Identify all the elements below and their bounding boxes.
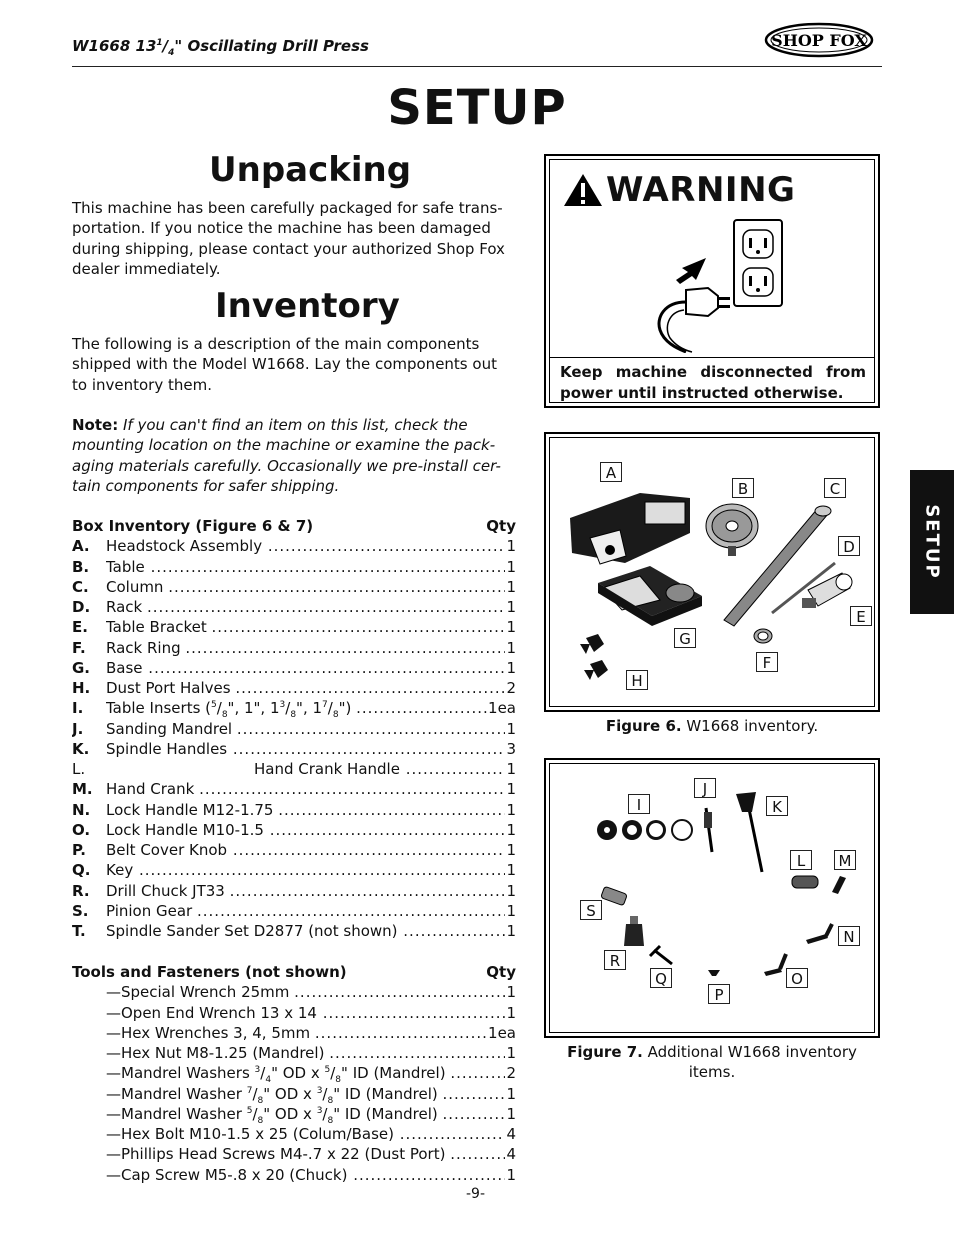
warning-box bbox=[544, 154, 880, 408]
document-header-title: W1668 $13^1/_4$" Oscillating Drill Press bbox=[72, 37, 369, 58]
key-icon bbox=[650, 946, 672, 964]
unpacking-line: This machine has been carefully packaged for safe trans- bbox=[72, 199, 503, 217]
figure-label: P bbox=[708, 984, 730, 1004]
figure-6-frame bbox=[549, 437, 875, 707]
figure-label: S bbox=[580, 900, 602, 920]
figure-6-caption: Figure 6. W1668 inventory. bbox=[605, 717, 819, 735]
side-tab-label: SETUP bbox=[921, 504, 943, 580]
section-side-tab bbox=[910, 470, 954, 614]
headstock-icon bbox=[570, 493, 690, 564]
tools-list bbox=[72, 962, 516, 1185]
list-item: M. Hand Crank ..... 1 bbox=[72, 779, 516, 799]
figure-label: D bbox=[838, 536, 860, 556]
unpacking-line: dealer immediately. bbox=[72, 259, 221, 278]
inventory-note bbox=[72, 415, 522, 496]
figure-7 bbox=[544, 758, 880, 1038]
list-item: R. Drill Chuck JT33 ..... 1 bbox=[72, 881, 516, 901]
figure-label: N bbox=[838, 926, 860, 946]
tools-heading: Tools and Fasteners (not shown) bbox=[72, 963, 347, 981]
warning-text: Keep machine disconnected from power until instructed otherwise. bbox=[560, 363, 866, 402]
figure-label: A bbox=[600, 462, 622, 482]
figure-label: I bbox=[628, 794, 650, 814]
list-item: —Hex Nut M8-1.25 (Mandrel) ..... 1 bbox=[72, 1043, 516, 1063]
list-item: —Open End Wrench 13 x 14 ..... 1 bbox=[72, 1003, 516, 1023]
list-item: B. Table ..... 1 bbox=[72, 557, 516, 577]
note-label: Note: bbox=[72, 416, 119, 434]
inventory-heading: Inventory bbox=[215, 286, 400, 326]
inventory-line: The following is a description of the main components bbox=[72, 335, 480, 353]
spindle-handle-icon bbox=[736, 792, 762, 872]
list-item: L. Hand Crank Handle ..... 1 bbox=[72, 759, 516, 779]
list-item: E. Table Bracket ..... 1 bbox=[72, 617, 516, 637]
list-item: H. Dust Port Halves ..... 2 bbox=[72, 678, 516, 698]
page-number: -9- bbox=[466, 1186, 486, 1202]
list-item: P. Belt Cover Knob ..... 1 bbox=[72, 840, 516, 860]
figure-label: M bbox=[834, 850, 856, 870]
rack-ring-icon bbox=[754, 629, 772, 643]
list-item: A. Headstock Assembly ..... 1 bbox=[72, 536, 516, 556]
table-bracket-icon bbox=[802, 573, 852, 608]
table-icon bbox=[706, 504, 758, 556]
box-inventory-list bbox=[72, 516, 516, 941]
figure-label: J bbox=[694, 778, 716, 798]
inventory-paragraph bbox=[72, 334, 522, 395]
list-item: C. Column ..... 1 bbox=[72, 577, 516, 597]
tools-header bbox=[72, 962, 516, 982]
box-inventory-header bbox=[72, 516, 516, 536]
figure-label: K bbox=[766, 796, 788, 816]
figure-label: O bbox=[786, 968, 808, 988]
belt-cover-knob-icon bbox=[708, 970, 720, 976]
figure-label: G bbox=[674, 628, 696, 648]
list-item: T. Spindle Sander Set D2877 (not shown) ..... 1 bbox=[72, 921, 516, 941]
page-title: SETUP bbox=[387, 80, 567, 136]
svg-text:SHOP FOX: SHOP FOX bbox=[771, 31, 867, 50]
list-item: —Mandrel Washer $^7/_8$" OD x $^3/_8$" ID (Mandrel) ..... 1 bbox=[72, 1084, 516, 1104]
qty-heading: Qty bbox=[486, 517, 516, 535]
pinion-gear-icon bbox=[601, 886, 628, 905]
list-item: —Phillips Head Screws M4-.7 x 22 (Dust Port) ..... 4 bbox=[72, 1144, 516, 1164]
list-item: —Mandrel Washers $^3/_4$" OD x $^5/_8$" ID (Mandrel) ..... 2 bbox=[72, 1063, 516, 1083]
drill-chuck-icon bbox=[624, 916, 644, 946]
list-item: G. Base ..... 1 bbox=[72, 658, 516, 678]
table-inserts-icon bbox=[597, 820, 692, 840]
figure-7-caption: Figure 7. Additional W1668 inventory items. bbox=[567, 1043, 857, 1081]
inventory-line: to inventory them. bbox=[72, 375, 212, 394]
hand-crank-handle-icon bbox=[792, 876, 818, 888]
figure-label: C bbox=[824, 478, 846, 498]
figure-label: H bbox=[626, 670, 648, 690]
warning-separator bbox=[550, 357, 874, 358]
dust-port-halves-icon bbox=[580, 634, 608, 680]
list-item: S. Pinion Gear ..... 1 bbox=[72, 901, 516, 921]
list-item: O. Lock Handle M10-1.5 ..... 1 bbox=[72, 820, 516, 840]
header-rule bbox=[72, 66, 882, 67]
figure-6 bbox=[544, 432, 880, 712]
figure-7-frame bbox=[549, 763, 875, 1033]
lock-handle-m12-icon bbox=[806, 924, 832, 944]
sanding-mandrel-icon bbox=[704, 808, 712, 852]
figure-label: R bbox=[604, 950, 626, 970]
list-item: —Cap Screw M5-.8 x 20 (Chuck) ..... 1 bbox=[72, 1165, 516, 1185]
hand-crank-icon bbox=[832, 876, 846, 894]
base-icon bbox=[598, 566, 702, 626]
list-item: F. Rack Ring ..... 1 bbox=[72, 638, 516, 658]
unplug-outlet-icon bbox=[646, 218, 786, 353]
unpacking-line: during shipping, please contact your authorized Shop Fox bbox=[72, 239, 505, 258]
note-line: mounting location on the machine or examine the pack- bbox=[72, 436, 496, 455]
list-item: I. Table Inserts ($^5/_8$", 1", $1^3/_8$", $1^7/_8$") ..... 1ea bbox=[72, 698, 516, 718]
list-item: K. Spindle Handles ..... 3 bbox=[72, 739, 516, 759]
list-item: —Hex Wrenches 3, 4, 5mm ..... 1ea bbox=[72, 1023, 516, 1043]
unpacking-paragraph bbox=[72, 198, 522, 279]
warning-title: WARNING bbox=[606, 170, 796, 210]
list-item: D. Rack ..... 1 bbox=[72, 597, 516, 617]
note-line: tain components for safer shipping. bbox=[72, 476, 340, 495]
figure-label: F bbox=[756, 652, 778, 672]
shop-fox-logo bbox=[764, 22, 874, 58]
list-item: —Hex Bolt M10-1.5 x 25 (Colum/Base) ..... 4 bbox=[72, 1124, 516, 1144]
figure-label: L bbox=[790, 850, 812, 870]
figure-label: B bbox=[732, 478, 754, 498]
note-line: If you can't find an item on this list, check the bbox=[118, 416, 468, 434]
warning-triangle-icon bbox=[562, 172, 604, 208]
unpacking-heading: Unpacking bbox=[209, 150, 412, 190]
figure-label: E bbox=[850, 606, 872, 626]
box-inventory-heading: Box Inventory (Figure 6 & 7) bbox=[72, 517, 314, 535]
list-item: N. Lock Handle M12-1.75 ..... 1 bbox=[72, 800, 516, 820]
qty-heading: Qty bbox=[486, 963, 516, 981]
note-line: aging materials carefully. Occasionally we pre-install cer- bbox=[72, 456, 501, 475]
list-item: Q. Key ..... 1 bbox=[72, 860, 516, 880]
unpacking-line: portation. If you notice the machine has been damaged bbox=[72, 219, 491, 238]
list-item: —Special Wrench 25mm ..... 1 bbox=[72, 982, 516, 1002]
inventory-line: shipped with the Model W1668. Lay the components out bbox=[72, 355, 497, 374]
lock-handle-m10-icon bbox=[764, 954, 786, 976]
figure-label: Q bbox=[650, 968, 672, 988]
list-item: —Mandrel Washer $^5/_8$" OD x $^3/_8$" ID (Mandrel) ..... 1 bbox=[72, 1104, 516, 1124]
list-item: J. Sanding Mandrel ..... 1 bbox=[72, 719, 516, 739]
warning-inner-frame bbox=[549, 159, 875, 403]
